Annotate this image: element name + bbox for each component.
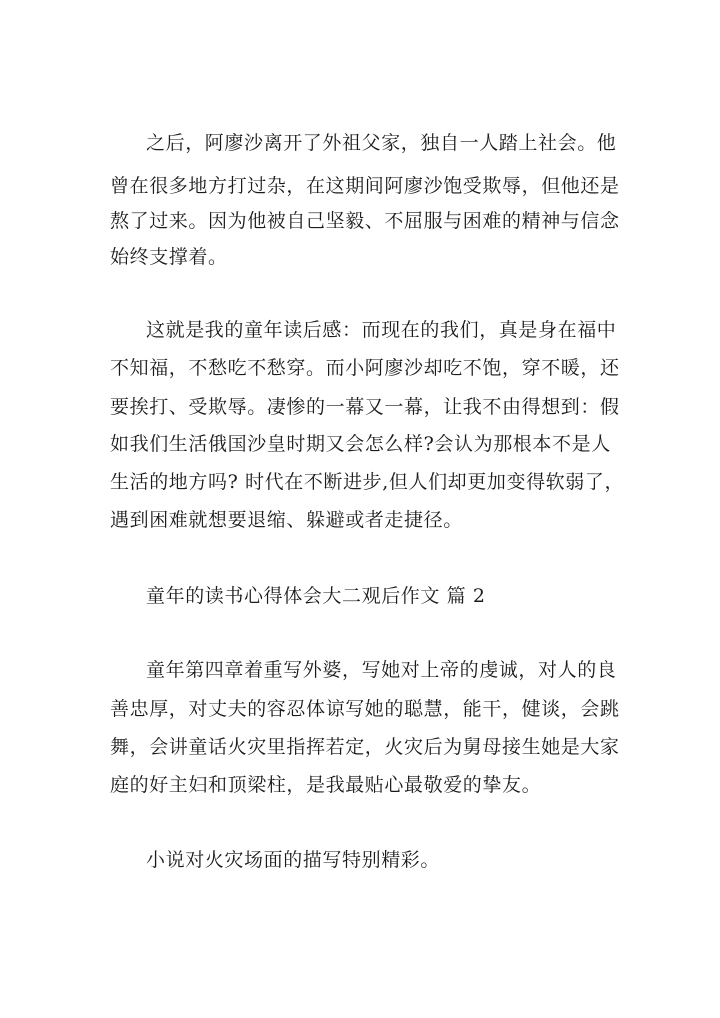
text-line: 要挨打、受欺辱。凄惨的一幕又一幕，让我不由得想到：假 — [110, 396, 620, 418]
text-line: 庭的好主妇和顶梁柱，是我最贴心最敬爱的挚友。 — [110, 774, 542, 796]
text-line: 善忠厚，对丈夫的容忍体谅写她的聪慧，能干，健谈，会跳 — [110, 698, 620, 720]
text-line: 始终支撑着。 — [110, 246, 228, 268]
text-line: 遇到困难就想要退缩、躲避或者走捷径。 — [110, 509, 463, 531]
text-line: 曾在很多地方打过杂，在这期间阿廖沙饱受欺辱，但他还是 — [110, 175, 620, 197]
text-line: 小说对火灾场面的描写特别精彩。 — [146, 849, 441, 871]
text-line: 如我们生活俄国沙皇时期又会怎么样?会认为那根本不是人 — [110, 433, 611, 455]
text-line: 生活的地方吗? 时代在不断进步,但人们却更加变得软弱了， — [110, 471, 625, 493]
text-line: 之后，阿廖沙离开了外祖父家，独自一人踏上社会。他 — [146, 132, 617, 154]
text-line: 不知福，不愁吃不愁穿。而小阿廖沙却吃不饱，穿不暖，还 — [110, 357, 620, 379]
text-line: 熬了过来。因为他被自己坚毅、不屈服与困难的精神与信念 — [110, 210, 620, 232]
text-line: 这就是我的童年读后感：而现在的我们，真是身在福中 — [146, 319, 617, 341]
text-line: 舞，会讲童话火灾里指挥若定，火灾后为舅母接生她是大家 — [110, 736, 620, 758]
section-heading: 童年的读书心得体会大二观后作文 篇 2 — [146, 585, 486, 607]
text-line: 童年第四章着重写外婆，写她对上帝的虔诚，对人的良 — [146, 659, 617, 681]
